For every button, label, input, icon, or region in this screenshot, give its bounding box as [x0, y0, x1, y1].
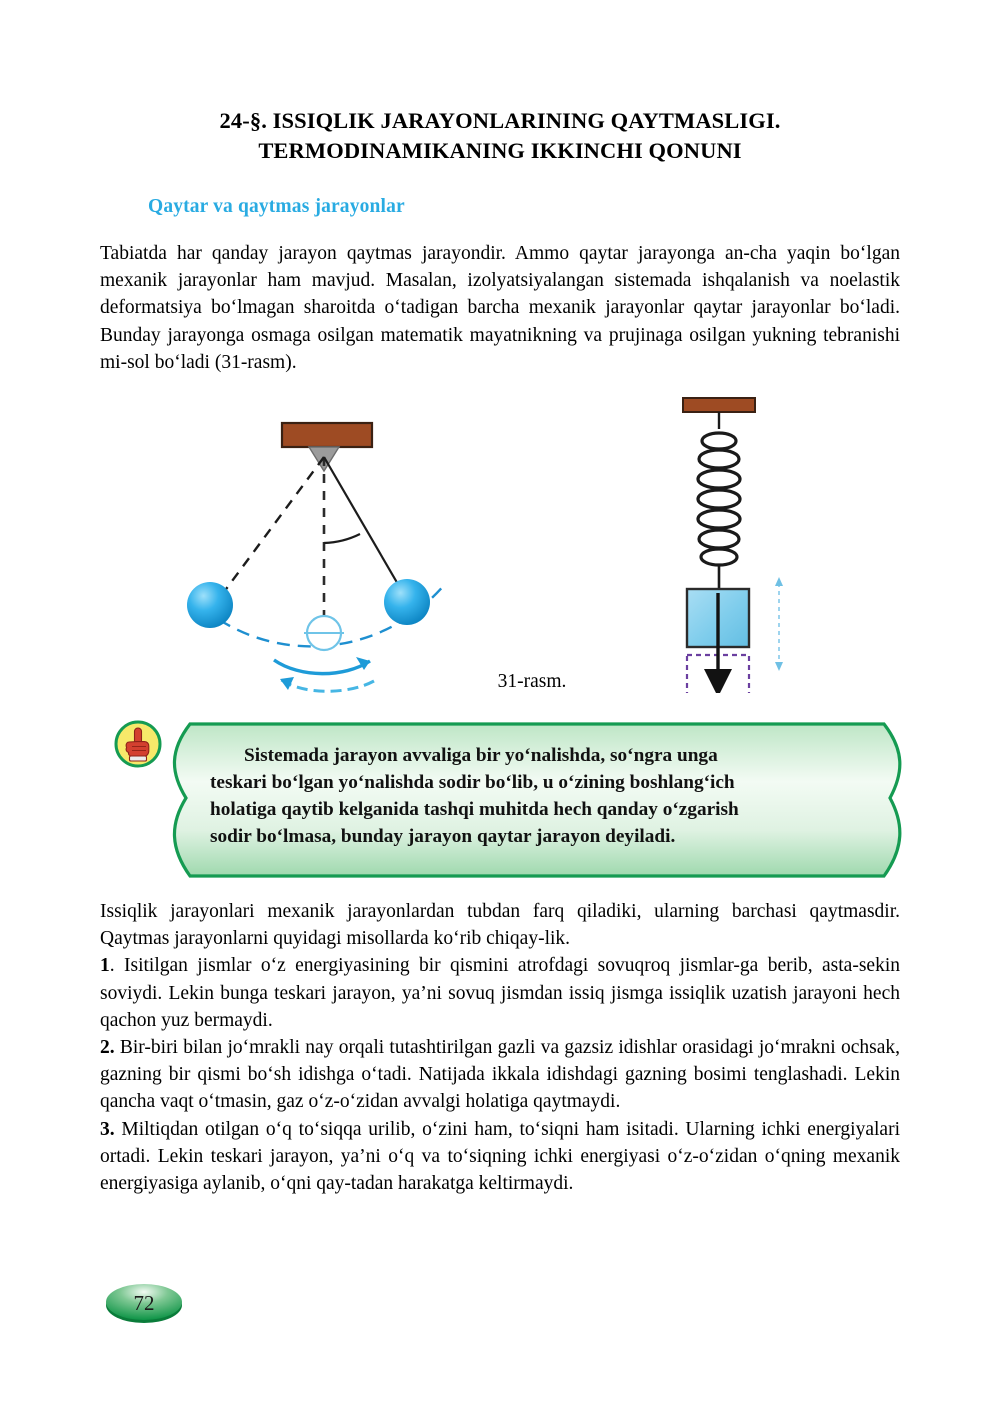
pendulum-diagram [178, 395, 478, 695]
intro-paragraph: Tabiatda har qanday jarayon qaytmas jarayondir. Ammo qaytar jarayonga an-cha yaqin bo‘lgan mexanik jarayonlar ham mavjud. Masalan, izolyatsiyalangan sistemada ishqalanish va noelastik deformatsiya bo‘lmagan sharoitda o‘tadigan barcha mexanik jarayonlar qaytar jarayonlar bo‘ladi. Bunday jarayonga osmaga osilgan matematik mayatnikning va prujinaga osilgan yukning tebranishi mi-sol bo‘ladi (31-rasm). [100, 243, 900, 373]
list-item-3-text: Miltiqdan otilgan o‘q to‘siqqa urilib, o‘zini ham, to‘siqni ham isitadi. Ularning ichki energiyalari ortadi. Lekin teskari jarayon, ya’ni o‘q va to‘siqning ichki energiyasi o‘z-o‘zidan o‘qning mexanik energiyasiga aylanib, o‘qni qay-tadan harakatga keltirmaydi. [100, 1118, 900, 1195]
intro-paragraph-block [100, 240, 900, 376]
callout-line-4: sodir bo‘lmasa, bunday jarayon qaytar jarayon deyiladi. [210, 826, 676, 847]
list-item-1-number: 1 [100, 955, 110, 977]
pendulum-support-bar [282, 423, 372, 447]
list-item-2 [100, 1034, 900, 1116]
page-title-line-1: 24-§. ISSIQLIK JARAYONLARINING QAYTMASLIGI. [219, 108, 781, 133]
figure-caption-wrap [100, 671, 900, 693]
spring-measure-arrow-up [775, 577, 783, 586]
page-number-label: 72 [133, 1290, 155, 1315]
hand-icon-cuff [130, 756, 147, 761]
list-item-3-number: 3. [100, 1118, 115, 1140]
lower-body-block [100, 898, 900, 1197]
pendulum-bob-left [187, 582, 233, 628]
pendulum-string-dashed [218, 457, 324, 600]
pendulum-string-solid [324, 457, 406, 598]
hand-icon-fist [126, 742, 149, 757]
list-item-2-number: 2. [100, 1037, 115, 1059]
callout-line-1: Sistemada jarayon avvaliga bir yo‘nalishda, so‘ngra unga [244, 745, 718, 766]
section-subtitle: Qaytar va qaytmas jarayonlar [148, 196, 405, 217]
callout-line-2: teskari bo‘lgan yo‘nalishda sodir bo‘lib, u o‘zining boshlang‘ich [210, 772, 735, 793]
lower-intro-paragraph: Issiqlik jarayonlari mexanik jarayonlardan tubdan farq qiladiki, ularning barchasi qaytmasdir. Qaytmas jarayonlarni quyidagi misollarda ko‘rib chiqay-lik. [100, 901, 900, 950]
page-number-badge [103, 1281, 185, 1325]
callout-line-3: holatiga qaytib kelganida tashqi muhitda hech qanday o‘zgarish [210, 799, 739, 820]
pendulum-angle-arc [324, 534, 360, 543]
spring-mass-diagram [645, 393, 815, 693]
page-title-line-2: TERMODINAMIKANING IKKINCHI QONUNI [258, 138, 742, 163]
callout-text-block [210, 742, 890, 850]
figure-caption: 31-rasm. [497, 671, 567, 692]
spring-coil [698, 433, 740, 565]
page-title [100, 106, 900, 166]
list-item-3 [100, 1116, 900, 1198]
pendulum-bob-right [384, 579, 430, 625]
figure-31 [100, 395, 900, 705]
definition-callout [168, 720, 920, 880]
pointing-hand-icon [113, 719, 163, 769]
list-item-1-text: . Isitilgan jismlar o‘z energiyasining bir qismini atrofdagi sovuqroq jismlar-ga berib, asta-sekin soviydi. Lekin bunga teskari jarayon, ya’ni sovuq jismdan issiq jismga issiqlik uzatish jarayoni hech qachon yuz bermaydi. [100, 955, 900, 1031]
list-item-2-text: Bir-biri bilan jo‘mrakli nay orqali tutashtirilgan gazli va gazsiz idishlar orasidagi jo‘mrakni ochsak, gazning bir qismi bo‘sh idishga o‘tadi. Natijada ikkala idishdagi gazning bosimi tenglashadi. Lekin qancha vaqt o‘tmasin, gaz o‘z-o‘zidan avvalgi holatiga qaytmaydi. [100, 1037, 900, 1113]
list-item-1 [100, 952, 900, 1034]
spring-support-bar [683, 398, 755, 412]
spring-measure-arrow-down [775, 662, 783, 671]
